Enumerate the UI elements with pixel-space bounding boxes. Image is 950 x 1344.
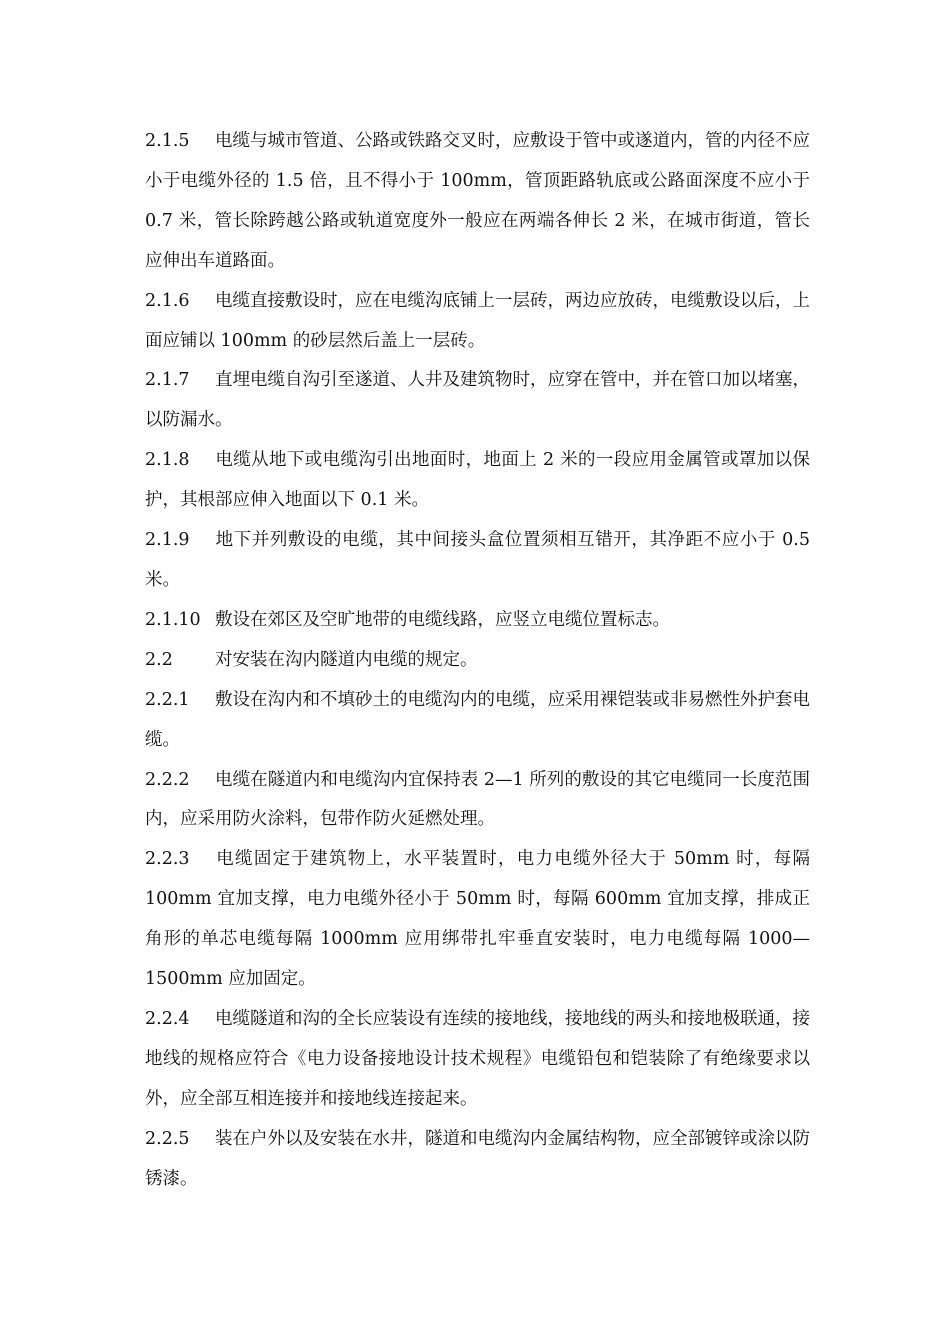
clause-text: 电缆从地下或电缆沟引出地面时，地面上 2 米的一段应用金属管或罩加以保护，其根部应伸入地面以下 0.1 米。 xyxy=(145,450,810,511)
paragraph-2-2-2 xyxy=(145,761,810,841)
paragraph-2-2-3 xyxy=(145,840,810,1000)
clause-text: 电缆隧道和沟的全长应装设有连续的接地线，接地线的两头和接地极联通，接地线的规格应符合《电力设备接地设计技术规程》电缆铅包和铠装除了有绝缘要求以外，应全部互相连接并和接地线连接起来。 xyxy=(145,1008,810,1109)
clause-number: 2.1.10 xyxy=(145,609,201,630)
clause-text: 电缆直接敷设时，应在电缆沟底铺上一层砖，两边应放砖，电缆敷设以后，上面应铺以 100mm 的砂层然后盖上一层砖。 xyxy=(145,290,810,351)
clause-number: 2.2.2 xyxy=(145,769,190,790)
clause-number: 2.2 xyxy=(145,649,173,670)
clause-text: 敷设在郊区及空旷地带的电缆线路，应竖立电缆位置标志。 xyxy=(215,609,670,630)
clause-number: 2.1.7 xyxy=(145,370,190,391)
paragraph-2-1-10 xyxy=(145,601,810,641)
clause-number: 2.2.3 xyxy=(145,849,190,870)
clause-number: 2.1.5 xyxy=(145,131,190,151)
paragraph-2-1-6 xyxy=(145,282,810,362)
paragraph-2-1-5 xyxy=(145,122,810,282)
clause-number: 2.2.1 xyxy=(145,689,190,710)
paragraph-2-1-8 xyxy=(145,441,810,521)
paragraph-2-2-4 xyxy=(145,1000,810,1120)
clause-number: 2.1.6 xyxy=(145,290,190,311)
clause-number: 2.2.5 xyxy=(145,1128,190,1149)
clause-text: 直埋电缆自沟引至遂道、人井及建筑物时，应穿在管中，并在管口加以堵塞，以防漏水。 xyxy=(145,370,810,431)
clause-text: 地下并列敷设的电缆，其中间接头盒位置须相互错开，其净距不应小于 0.5 米。 xyxy=(145,530,810,590)
clause-text: 电缆固定于建筑物上，水平装置时，电力电缆外径大于 50mm 时，每隔 100mm 宜加支撑，电力电缆外径小于 50mm 时，每隔 600mm 宜加支撑，排成正角形的单芯电缆每隔 1000mm 应用绑带扎牢垂直安装时，电力电缆每隔 1000—1500mm 应加固定。 xyxy=(145,849,810,990)
clause-number: 2.1.8 xyxy=(145,450,190,471)
paragraph-2-1-7 xyxy=(145,361,810,441)
clause-number: 2.2.4 xyxy=(145,1008,190,1029)
clause-text: 电缆与城市管道、公路或铁路交叉时，应敷设于管中或遂道内，管的内径不应小于电缆外径的 1.5 倍，且不得小于 100mm，管顶距路轨底或公路面深度不应小于 0.7 米，管长除跨越公路或轨道宽度外一般应在两端各伸长 2 米，在城市街道，管长应伸出车道路面。 xyxy=(145,131,810,271)
paragraph-2-2-5 xyxy=(145,1120,810,1200)
paragraph-2-2-1 xyxy=(145,681,810,761)
paragraph-2-1-9 xyxy=(145,521,810,601)
paragraph-2-2 xyxy=(145,641,810,681)
clause-text: 电缆在隧道内和电缆沟内宜保持表 2—1 所列的敷设的其它电缆同一长度范围内，应采用防火涂料，包带作防火延燃处理。 xyxy=(145,769,810,830)
clause-number: 2.1.9 xyxy=(145,530,190,551)
clause-text: 敷设在沟内和不填砂土的电缆沟内的电缆，应采用裸铠装或非易燃性外护套电缆。 xyxy=(145,689,810,750)
clause-text: 对安装在沟内隧道内电缆的规定。 xyxy=(215,649,478,670)
clause-text: 装在户外以及安装在水井，隧道和电缆沟内金属结构物，应全部镀锌或涂以防锈漆。 xyxy=(145,1128,810,1189)
document-body xyxy=(145,122,810,1199)
